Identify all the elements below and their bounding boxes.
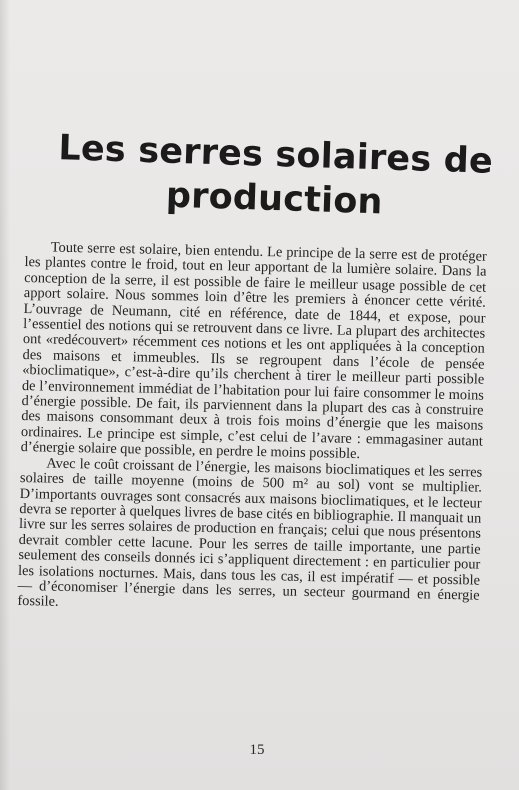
chapter-title-line-2: production bbox=[165, 175, 384, 223]
page-number: 15 bbox=[249, 742, 265, 758]
page-gutter-shadow bbox=[0, 0, 10, 790]
chapter-title-line-1: Les serres solaires de bbox=[57, 128, 494, 182]
chapter-title bbox=[39, 126, 512, 229]
paragraph-2: Avec le coût croissant de l’énergie, les maisons bioclimatiques et les serres solaires de taille moyenne (moins de 500 m² au sol) vont se multiplier. D’importants ouvrages sont consacrés aux maisons bioclimatiques, et le lecteur devra se reporter à quelques livres de base cités en bibliographie. Il manquait un livre sur les serres solaires de production en français; celui que nous présentons devrait combler cette lacune. Pour les serres de taille importante, une partie seulement des conseils donnés ici s’appliquent directement : en particulier pour les isolations nocturnes. Mais, dans tous les cas, il est impératif — et possible — d’économiser l’énergie dans les serres, un secteur gourmand en énergie fossile. bbox=[17, 455, 483, 611]
paragraph-1: Toute serre est solaire, bien entendu. Le principe de la serre est de protéger les plantes contre le froid, tout en leur apportant de la lumière solaire. Dans la conception de la serre, il est possible de faire le meilleur usage possible de cet apport solaire. Nous sommes loin d’être les premiers à énoncer cette vérité. L’ouvrage de Neumann, cité en référence, date de 1844, et expose, pour l’essentiel des notions qui se retrouvent dans ce livre. La plupart des architectes ont «redécouvert» récemment ces notions et les ont appliquées à la conception des maisons et immeubles. Ils se regroupent dans l’école de pensée «bioclimatique», c’est-à-dire qu’ils cherchent à tirer le meilleur parti possible de l’environnement immédiat de l’habitation pour lui faire consommer le moins d’énergie possible. De fait, ils parviennent dans la plupart des cas à construire des maisons consommant deux à trois fois moins d’énergie que les maisons ordinaires. Le principe est simple, c’est celui de l’avare : emmagasiner autant d’énergie solaire que possible, en perdre le moins possible. bbox=[20, 239, 487, 463]
body-text bbox=[17, 240, 487, 619]
